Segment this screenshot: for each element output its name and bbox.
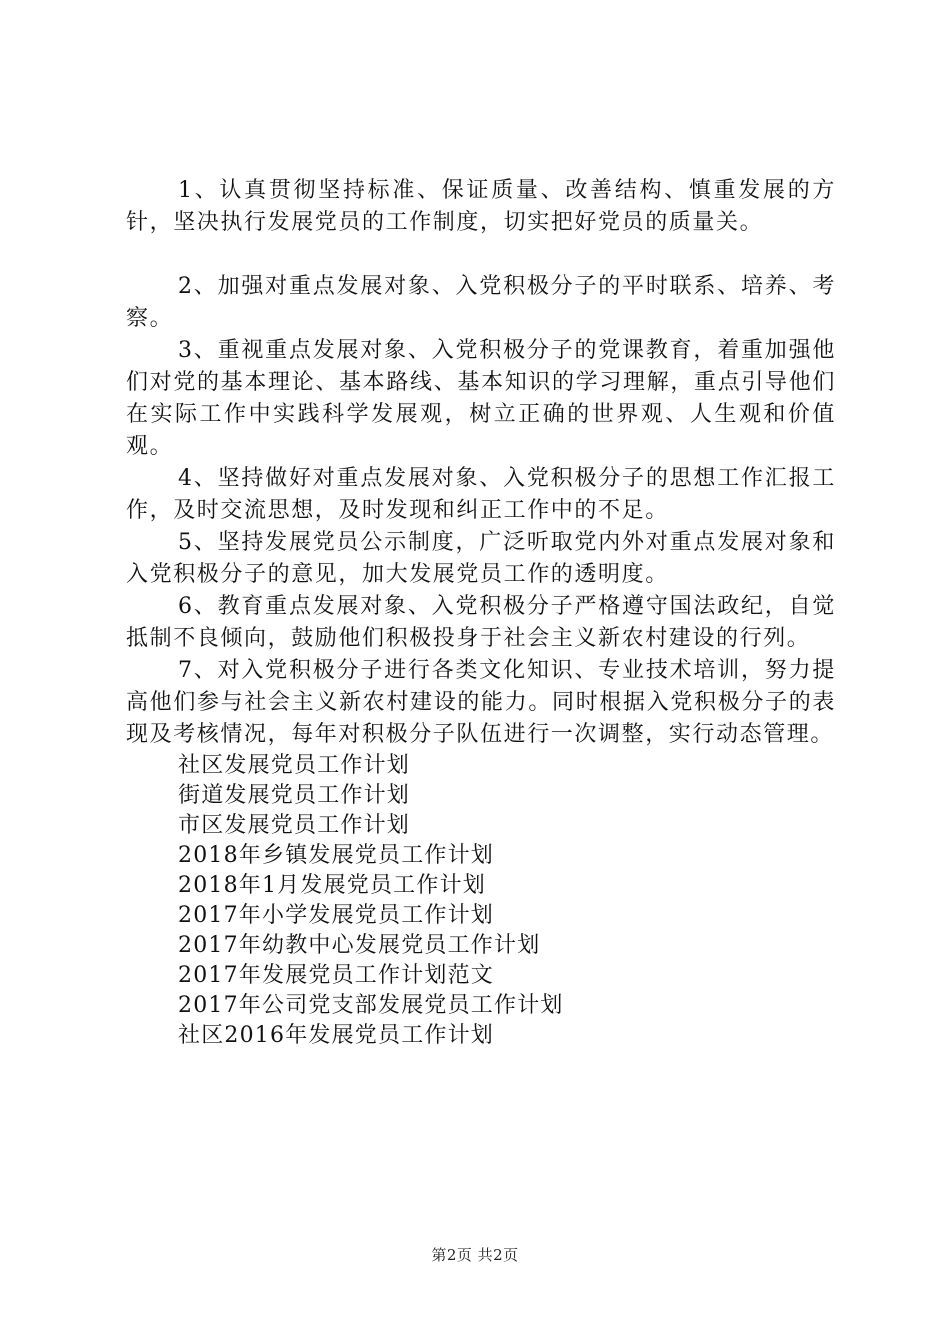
related-link-item[interactable]: 2018年乡镇发展党员工作计划: [178, 843, 494, 868]
related-links-list: [126, 751, 836, 1051]
related-link-item[interactable]: 2017年小学发展党员工作计划: [178, 903, 494, 928]
paragraph-4: 4、坚持做好对重点发展对象、入党积极分子的思想工作汇报工作，及时交流思想，及时发现和纠正工作中的不足。: [126, 466, 836, 523]
related-link-item[interactable]: 2017年公司党支部发展党员工作计划: [178, 993, 564, 1018]
paragraph-6: 6、教育重点发展对象、入党积极分子严格遵守国法政纪，自觉抵制不良倾向，鼓励他们积极投身于社会主义新农村建设的行列。: [126, 594, 836, 651]
paragraph-1: 1、认真贯彻坚持标准、保证质量、改善结构、慎重发展的方针，坚决执行发展党员的工作制度，切实把好党员的质量关。: [126, 178, 836, 235]
page-footer: 第2页 共2页: [431, 1246, 519, 1264]
paragraph-5: 5、坚持发展党员公示制度，广泛听取党内外对重点发展对象和入党积极分子的意见，加大发展党员工作的透明度。: [126, 530, 836, 587]
paragraph-2: 2、加强对重点发展对象、入党积极分子的平时联系、培养、考察。: [126, 274, 836, 331]
related-link-item[interactable]: 社区2016年发展党员工作计划: [178, 1023, 494, 1048]
related-link-item[interactable]: 街道发展党员工作计划: [178, 783, 411, 808]
related-link-item[interactable]: 2018年1月发展党员工作计划: [178, 873, 486, 898]
paragraph-7: 7、对入党积极分子进行各类文化知识、专业技术培训，努力提高他们参与社会主义新农村建设的能力。同时根据入党积极分子的表现及考核情况，每年对积极分子队伍进行一次调整，实行动态管理。: [126, 658, 836, 747]
paragraph-3: 3、重视重点发展对象、入党积极分子的党课教育，着重加强他们对党的基本理论、基本路线、基本知识的学习理解，重点引导他们在实际工作中实践科学发展观，树立正确的世界观、人生观和价值观。: [126, 338, 836, 459]
related-link-item[interactable]: 2017年幼教中心发展党员工作计划: [178, 933, 541, 958]
related-link-item[interactable]: 2017年发展党员工作计划范文: [178, 963, 494, 988]
related-link-item[interactable]: 社区发展党员工作计划: [178, 753, 411, 778]
related-link-item[interactable]: 市区发展党员工作计划: [178, 813, 411, 838]
document-body: [126, 175, 836, 1051]
